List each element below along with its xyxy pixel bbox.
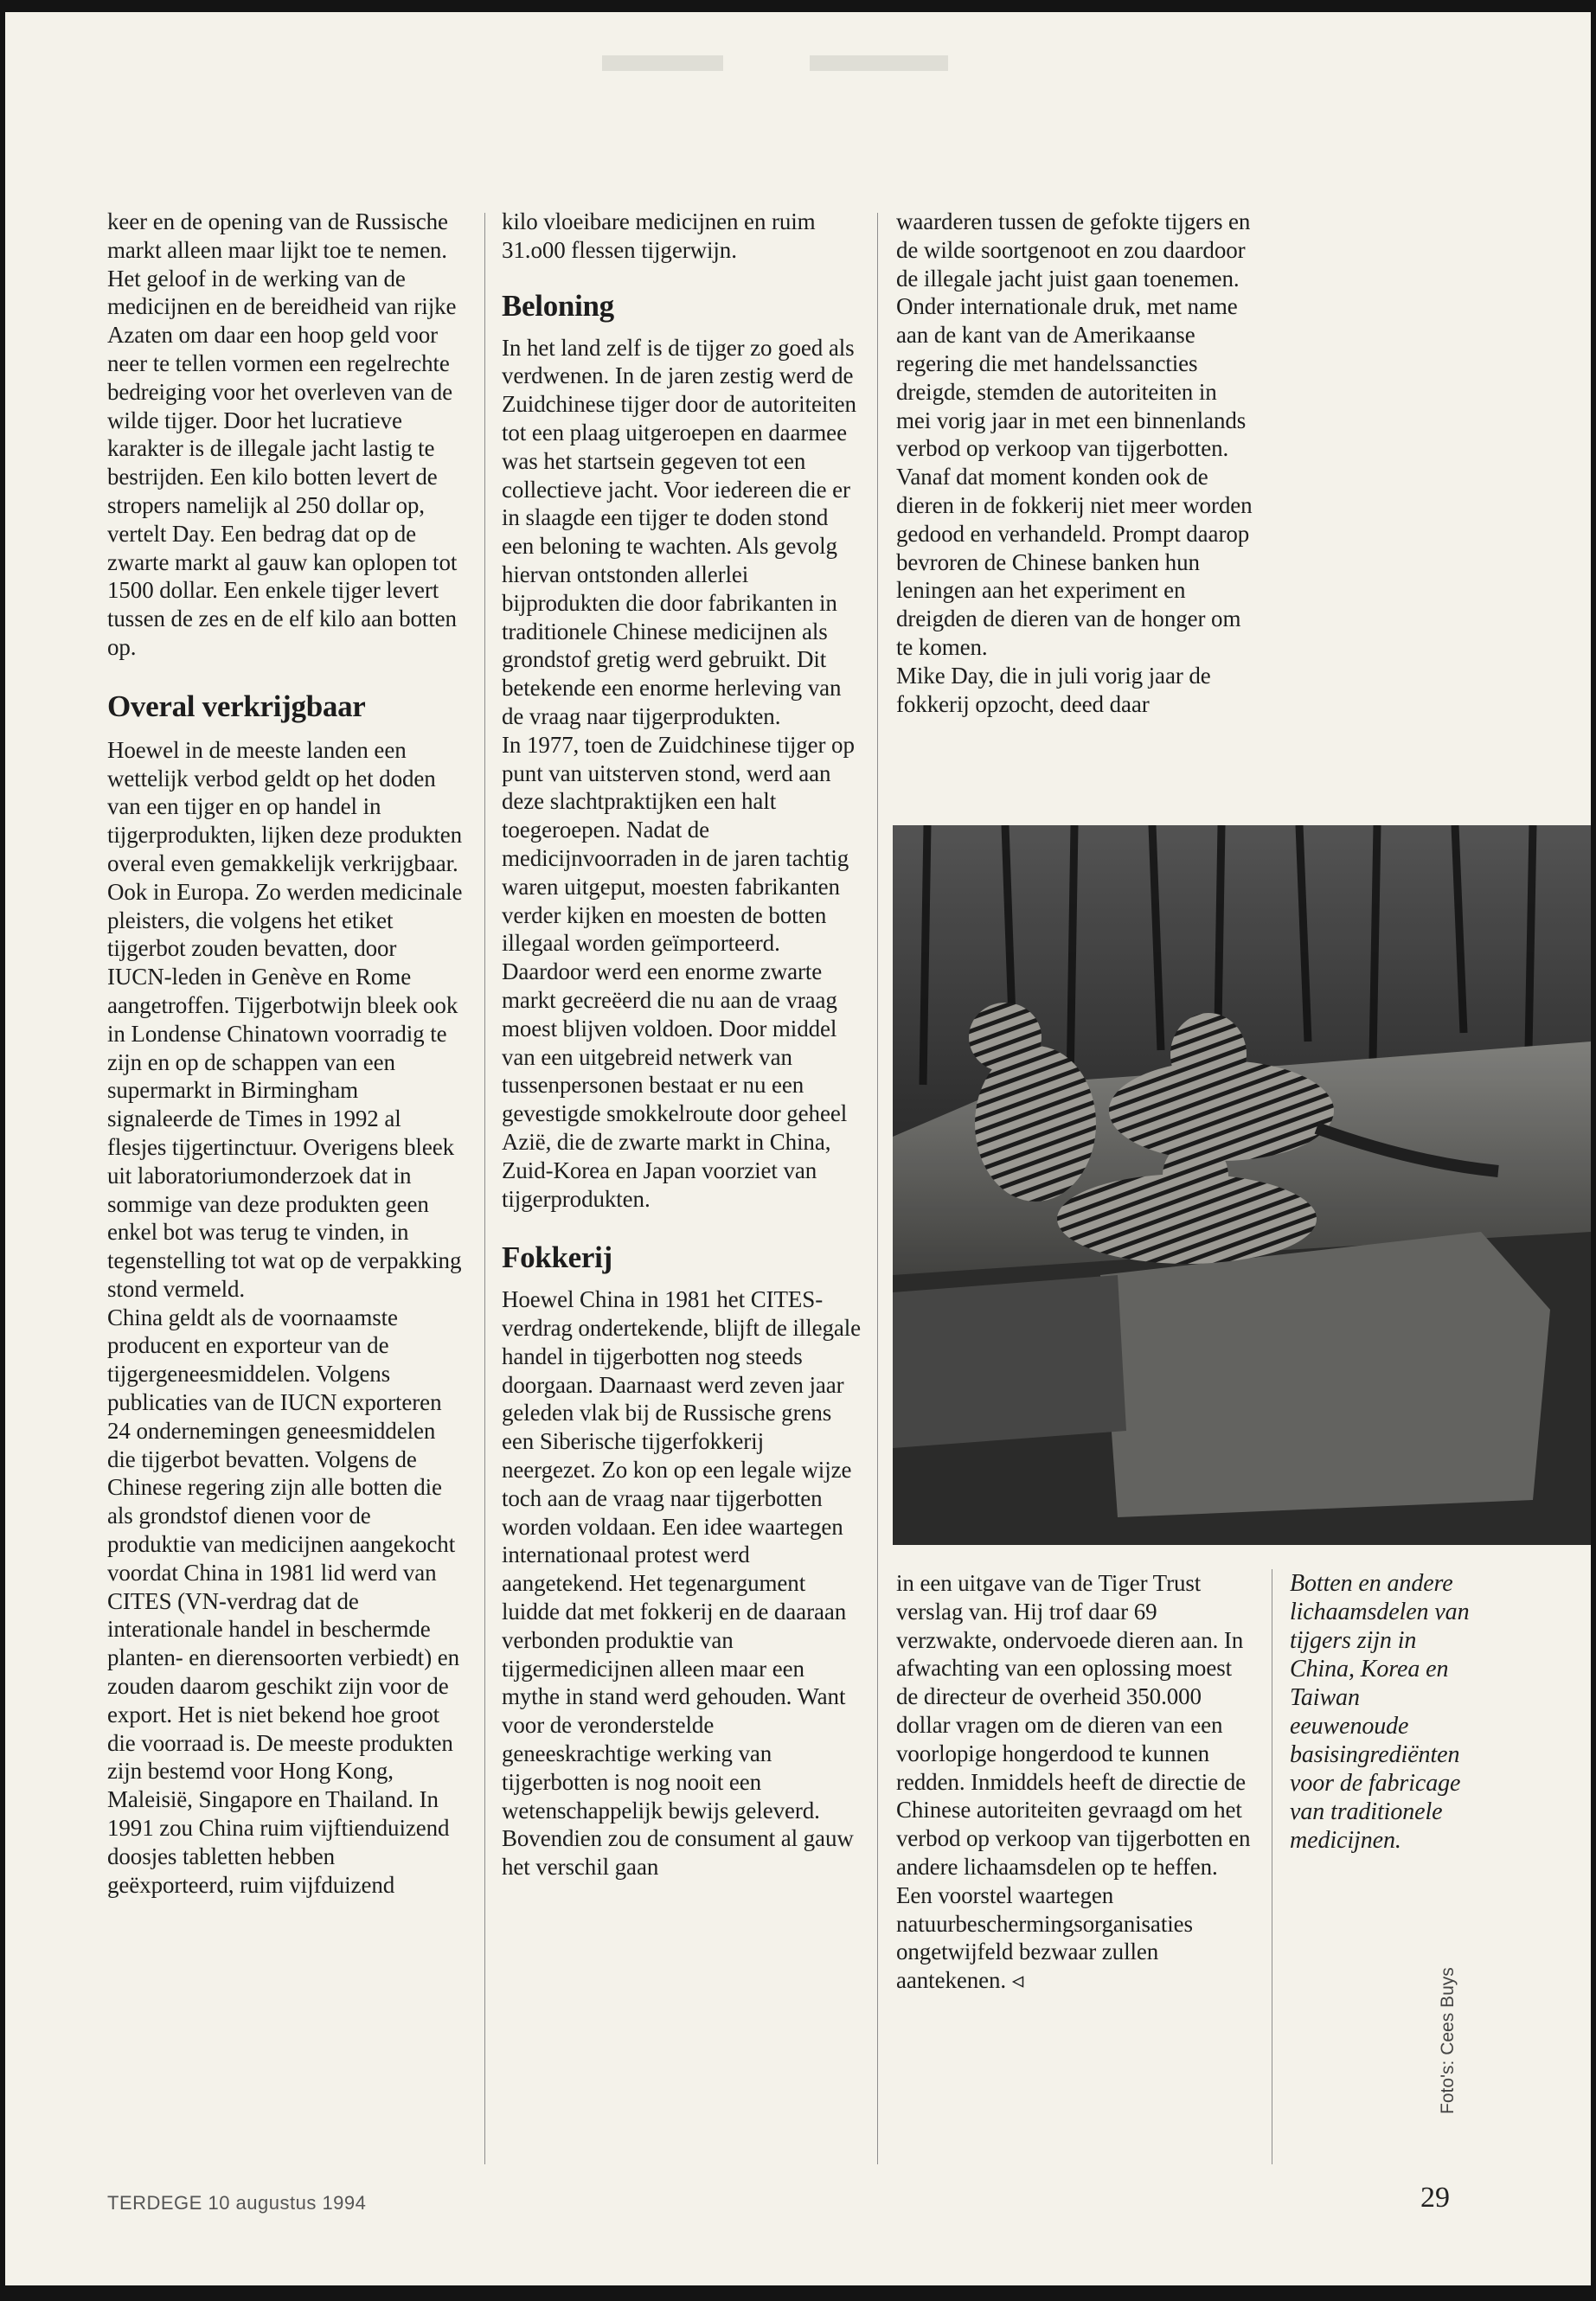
photo-caption <box>1290 1569 1471 1855</box>
magazine-page <box>5 12 1591 2285</box>
column-3-paragraph: Onder internationale druk, met name aan de kant van de Amerikaanse regering die met handelssancties dreigde, stemden de autoriteiten in mei vorig jaar in met een binnenlands verbod op verkoop van tijgerbotten. Vanaf dat moment konden ook de dieren in de fokkerij niet meer worden gedood en verhandeld. Prompt daarop bevroren de Chinese banken hun leningen aan het experiment en dreigden de dieren van de honger om te komen. <box>896 293 1253 660</box>
column-divider <box>484 213 485 2164</box>
column-2-paragraph: Hoewel China in 1981 het CITES-verdrag ondertekende, blijft de illegale handel in tijgerbotten nog steeds doorgaan. Daarnaast werd zeven jaar geleden vlak bij de Russische grens een Siberische tijgerfokkerij neergezet. Zo kon op een legale wijze toch aan de vraag naar tijgerbotten worden voldaan. Een idee waartegen internationaal protest werd aangetekend. Het tegenargument luidde dat met fokkerij en de daaraan verbonden produktie van tijgermedicijnen alleen maar een mythe in stand werd gehouden. Want voor de veronderstelde geneeskrachtige werking van tijgerbotten is nog nooit een wetenschappelijk bewijs geleverd. Bovendien zou de consument al gauw het verschil gaan <box>502 1286 862 1881</box>
heading-fokkerij: Fokkerij <box>502 1240 612 1275</box>
heading-beloning: Beloning <box>502 288 614 323</box>
tigers-photo <box>893 825 1591 1545</box>
column-divider <box>877 213 878 2164</box>
column-2-paragraph: In het land zelf is de tijger zo goed als verdwenen. In de jaren zestig werd de Zuidchinese tijger door de autoriteiten tot een plaag uitgeroepen en daarmee was het startsein gegeven tot een collectieve jacht. Voor iedereen die er in slaagde een tijger te doden stond een beloning te wachten. Als gevolg hiervan ontstonden allerlei bijprodukten die door fabrikanten in traditionele Chinese medicijnen als grondstof gretig werd gebruikt. Dit betekende een enorme herleving van de vraag naar tijgerprodukten. <box>502 334 856 729</box>
column-3-paragraph: in een uitgave van de Tiger Trust verslag van. Hij trof daar 69 verzwakte, ondervoede dieren aan. In afwachting van een oplossing moest de directeur de overheid 350.000 dollar vragen om de dieren van een voorlopige hongerdood te kunnen redden. Inmiddels heeft de directie de Chinese autoriteiten gevraagd om het verbod op verkoop van tijgerbotten en andere lichaamsdelen op te heffen. Een voorstel waartegen natuurbeschermingsorganisaties ongetwijfeld bezwaar zullen aantekenen. ◃ <box>896 1570 1251 1994</box>
footer-magazine-issue: TERDEGE 10 augustus 1994 <box>107 2192 367 2214</box>
photo-credit: Foto's: Cees Buys <box>1438 1967 1458 2114</box>
column-3-paragraph: waarderen tussen de gefokte tijgers en de wilde soortgenoot en zou daardoor de illegale jacht juist gaan toenemen. <box>896 208 1251 292</box>
column-1 <box>107 208 464 1899</box>
column-1-paragraph: Hoewel in de meeste landen een wettelijk verbod geldt op het doden van een tijger en op handel in tijgerprodukten, lijken deze produkten overal even gemakkelijk verkrijgbaar. Ook in Europa. Zo werden medicinale pleisters, die volgens het etiket tijgerbot zouden bevatten, door IUCN-leden in Genève en Rome aangetroffen. Tijgerbotwijn bleek ook in Londense Chinatown voorradig te zijn en op de schappen van een supermarkt in Birmingham signaleerde de Times in 1992 al flesjes tijgertinctuur. Overigens bleek uit laboratoriumonderzoek dat in sommige van deze produkten geen enkel bot was terug te vinden, in tegenstelling tot wat op de verpakking stond vermeld. <box>107 736 463 1302</box>
page-number: 29 <box>1420 2182 1450 2214</box>
bleed-through-ghost <box>602 38 1035 90</box>
column-3-top <box>896 208 1253 718</box>
column-1-paragraph: China geldt als de voornaamste producent en exporteur van de tijgergeneesmiddelen. Volgens publicaties van de IUCN exporteren 24 ondernemingen geneesmiddelen die tijgerbot bevatten. Volgens de Chinese regering zijn alle botten die als grondstof dienen voor de produktie van medicijnen aangekocht voordat China in 1981 lid werd van CITES (VN-verdrag dat de interationale handel in beschermde planten- en dierensoorten verbiedt) en zouden daarom geschikt zijn voor de export. Het is niet bekend hoe groot die voorraad is. De meeste produkten zijn bestemd voor Hong Kong, Maleisië, Singapore en Thailand. In 1991 zou China ruim vijftienduizend doosjes tabletten hebben geëxporteerd, ruim vijfduizend <box>107 1304 460 1898</box>
column-3-bottom <box>896 1569 1253 1995</box>
column-2-intro-paragraph: kilo vloeibare medicijnen en ruim 31.o00 flessen tijgerwijn. <box>502 208 816 263</box>
column-1-intro-paragraph: keer en de opening van de Russische markt alleen maar lijkt toe te nemen. Het geloof in de werking van de medicijnen en de bereidheid van rijke Azaten om daar een hoop geld voor neer te tellen vormen een regelrechte bedreiging voor het overleven van de wilde tijger. Door het lucratieve karakter is de illegale jacht lastig te bestrijden. Een kilo botten levert de stropers namelijk al 250 dollar op, vertelt Day. Een bedrag dat op de zwarte markt al gauw kan oplopen tot 1500 dollar. Een enkele tijger levert tussen de zes en de elf kilo aan botten op. <box>107 208 458 660</box>
column-3-paragraph: Mike Day, die in juli vorig jaar de fokkerij opzocht, deed daar <box>896 662 1211 717</box>
photo-caption-text: Botten en andere lichaamsdelen van tijgers zijn in China, Korea en Taiwan eeuwenoude basisingrediënten voor de fabricage van traditionele medicijnen. <box>1290 1570 1470 1854</box>
column-2-paragraph: In 1977, toen de Zuidchinese tijger op punt van uitsterven stond, werd aan deze slachtpraktijken een halt toegeroepen. Nadat de medicijnvoorraden in de jaren tachtig waren uitgeput, moesten fabrikanten verder kijken en moesten de botten illegaal worden geïmporteerd. Daardoor werd een enorme zwarte markt gecreëerd die nu aan de vraag moest blijven voldoen. Door middel van een uitgebreid netwerk van tussenpersonen bestaat er nu een gevestigde smokkelroute door geheel Azië, die de zwarte markt in China, Zuid-Korea en Japan voorziet van tijgerprodukten. <box>502 731 855 1212</box>
column-2 <box>502 208 862 1881</box>
heading-overal-verkrijgbaar: Overal verkrijgbaar <box>107 689 366 723</box>
